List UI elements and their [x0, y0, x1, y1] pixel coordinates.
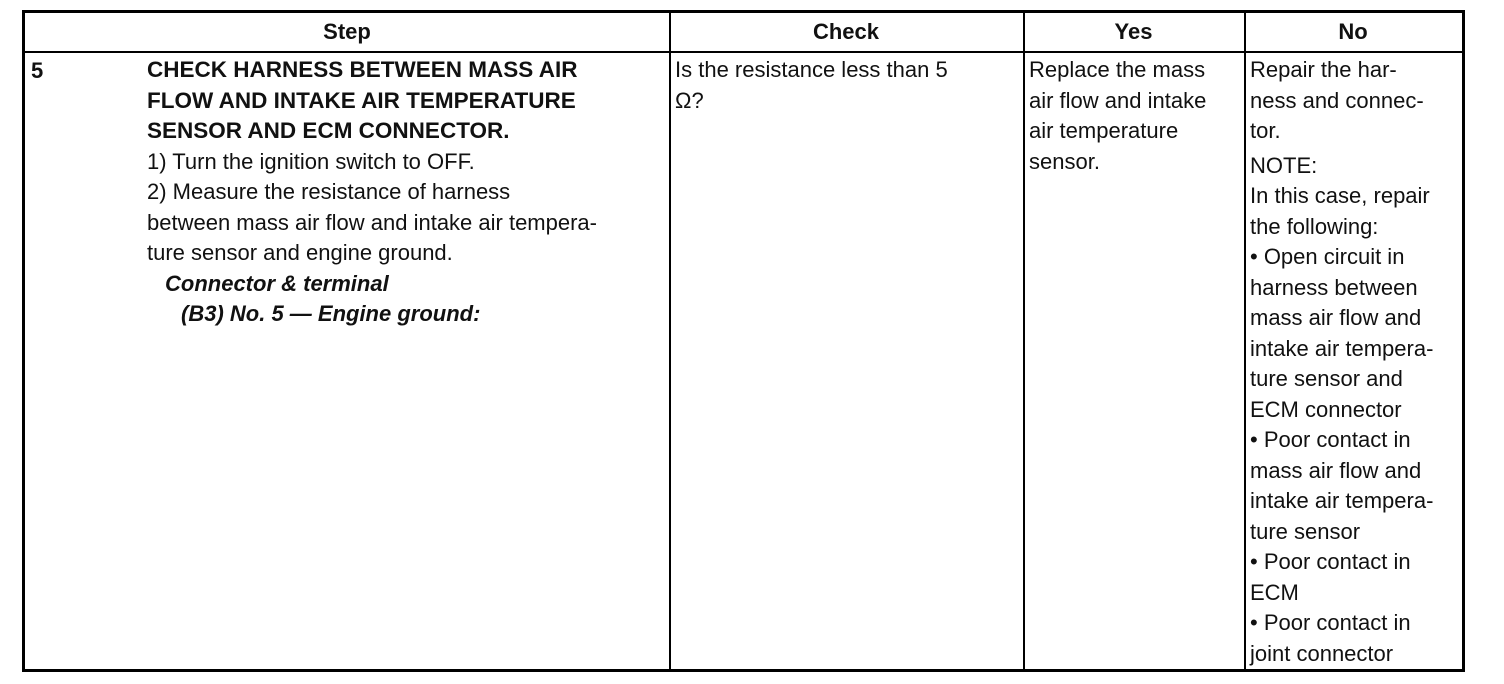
no-line: Repair the har-: [1250, 57, 1397, 82]
no-repair-text: [1250, 55, 1462, 147]
spec-label: Connector & terminal: [165, 270, 389, 296]
check-line: Ω?: [675, 87, 704, 113]
note-line: joint connector: [1250, 640, 1394, 666]
note-line: harness between: [1250, 274, 1418, 300]
note-line: NOTE:: [1250, 152, 1318, 178]
instruction-line: 2) Measure the resistance of harness: [147, 179, 511, 204]
yes-line: Replace the mass: [1029, 57, 1206, 82]
check-line: Is the resistance less than 5: [675, 57, 948, 82]
spec-value: (B3) No. 5 — Engine ground:: [181, 301, 481, 326]
yes-line: air flow and intake: [1029, 87, 1207, 113]
note-line: mass air flow and: [1250, 457, 1422, 483]
note-line: In this case, repair: [1250, 183, 1430, 208]
step-cell: [147, 55, 667, 669]
header-step: Step: [323, 19, 371, 44]
column-divider: [1023, 13, 1025, 669]
no-line: ness and connec-: [1250, 87, 1424, 113]
yes-line: air temperature: [1029, 118, 1179, 143]
yes-line: sensor.: [1029, 148, 1100, 174]
note-line: mass air flow and: [1250, 305, 1422, 330]
step-title-line: FLOW AND INTAKE AIR TEMPERATURE: [147, 87, 576, 113]
note-line: • Open circuit in: [1250, 244, 1405, 269]
note-line: • Poor contact in: [1250, 549, 1411, 574]
step-title-line: SENSOR AND ECM CONNECTOR.: [147, 118, 510, 143]
step-instructions: [147, 147, 667, 269]
column-divider: [669, 13, 671, 669]
instruction-line: ture sensor and engine ground.: [147, 240, 453, 265]
note-line: intake air tempera-: [1250, 488, 1434, 513]
step-title-line: CHECK HARNESS BETWEEN MASS AIR: [147, 57, 578, 82]
instruction-line: between mass air flow and intake air tempera-: [147, 209, 597, 235]
no-line: tor.: [1250, 118, 1281, 143]
column-divider: [1244, 13, 1246, 669]
no-note: [1250, 151, 1462, 670]
note-line: ECM connector: [1250, 396, 1402, 422]
note-line: ture sensor: [1250, 518, 1361, 544]
check-cell: [675, 55, 1019, 669]
procedure-table: [22, 10, 1465, 672]
instruction-line: 1) Turn the ignition switch to OFF.: [147, 148, 475, 174]
header-no: No: [1338, 19, 1368, 44]
header-yes: Yes: [1114, 19, 1153, 44]
step-number: 5: [31, 58, 44, 83]
step-title: [147, 55, 667, 147]
table-header: [25, 13, 1462, 53]
note-line: ture sensor and: [1250, 366, 1403, 391]
note-line: ECM: [1250, 579, 1299, 605]
note-line: intake air tempera-: [1250, 335, 1434, 361]
note-line: • Poor contact in: [1250, 427, 1411, 452]
note-line: the following:: [1250, 213, 1379, 239]
note-line: • Poor contact in: [1250, 610, 1411, 635]
yes-cell: [1029, 55, 1242, 669]
header-check: Check: [812, 19, 880, 44]
no-cell: [1250, 55, 1462, 669]
